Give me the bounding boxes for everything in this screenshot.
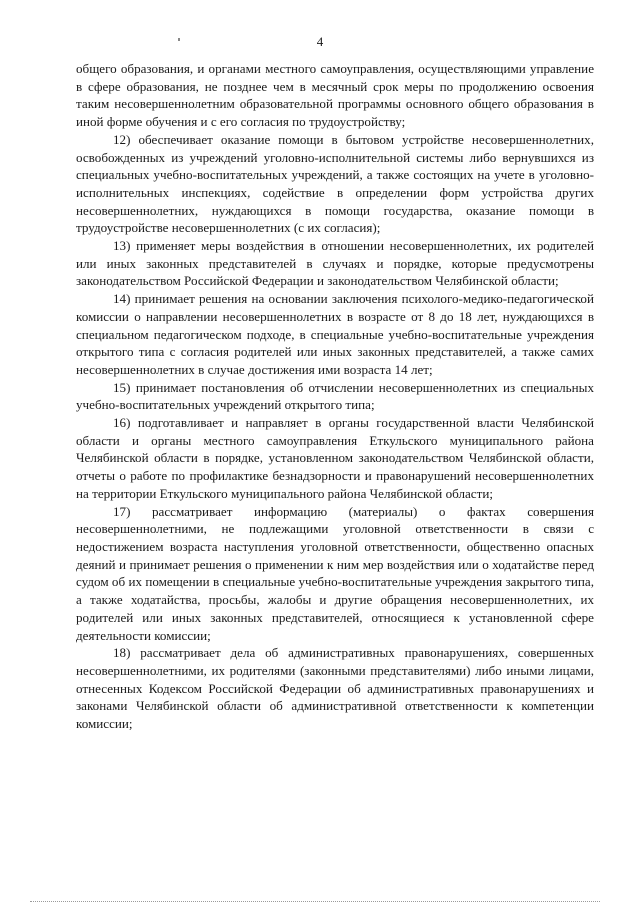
paragraph-item-15: 15) принимает постановления об отчислении несовершеннолетних из специальных учебно-воспитательных учреждений открытого типа; xyxy=(76,379,594,413)
paragraph-item-17: 17) рассматривает информацию (материалы) о фактах совершения несовершеннолетними, не подлежащими уголовной ответственности в связи с недостижением возраста наступления уголовной ответственности, общественно опасных деяний и принимает решения о применении к ним мер воздействия или о ходатайстве перед судом об их помещении в специальные учебно-воспитательные учреждения закрытого типа, а также ходатайства, просьбы, жалобы и другие обращения несовершеннолетних, их родителей или иных законных представителей, относящиеся к установленной сфере деятельности комиссии; xyxy=(76,503,594,643)
paragraph-continuation: общего образования, и органами местного самоуправления, осуществляющими управление в сфере образования, не позднее чем в месячный срок меры по продолжению освоения таким несовершеннолетним образовательной программы основного общего образования в иной форме обучения и с его согласия по трудоустройству; xyxy=(76,61,594,130)
document-body xyxy=(76,60,594,733)
scan-speck xyxy=(178,38,180,41)
paragraph-item-18: 18) рассматривает дела об административных правонарушениях, совершенных несовершеннолетними, их родителями (законными представителями) либо иными лицами, отнесенных Кодексом Российской Федерации об административных правонарушениях и законами Челябинской области об административной ответственности к компетенции комиссии; xyxy=(76,645,594,732)
page-bottom-edge xyxy=(30,901,600,902)
paragraph-item-12: 12) обеспечивает оказание помощи в бытовом устройстве несовершеннолетних, освобожденных из учреждений уголовно-исполнительной системы либо вернувшихся из специальных учебно-воспитательных учреждений, а также состоящих на учете в уголовно-исполнительных инспекциях, содействие в определении форм устройства других несовершеннолетних, нуждающихся в помощи государства, оказание помощи в трудоустройстве несовершеннолетних (с их согласия); xyxy=(76,131,594,236)
paragraph-item-16: 16) подготавливает и направляет в органы государственной власти Челябинской области и органы местного самоуправления Еткульского муниципального района Челябинской области в порядке, установленном законодательством Челябинской области, отчеты о работе по профилактике безнадзорности и правонарушений несовершеннолетних на территории Еткульского муниципального района Челябинской области; xyxy=(76,415,594,501)
page-number: 4 xyxy=(316,34,324,49)
paragraph-item-13: 13) применяет меры воздействия в отношении несовершеннолетних, их родителей или иных законных представителей в случаях и порядке, которые предусмотрены законодательством Российской Федерации и законодательством Челябинской области; xyxy=(76,238,594,289)
paragraph-item-14: 14) принимает решения на основании заключения психолого-медико-педагогической комиссии о направлении несовершеннолетних в возрасте от 8 до 18 лет, нуждающихся в специальном педагогическом подходе, в специальные учебно-воспитательные учреждения открытого типа с согласия родителей или иных законных представителей, а также самих несовершеннолетних в случае достижения ими возраста 14 лет; xyxy=(76,291,594,377)
